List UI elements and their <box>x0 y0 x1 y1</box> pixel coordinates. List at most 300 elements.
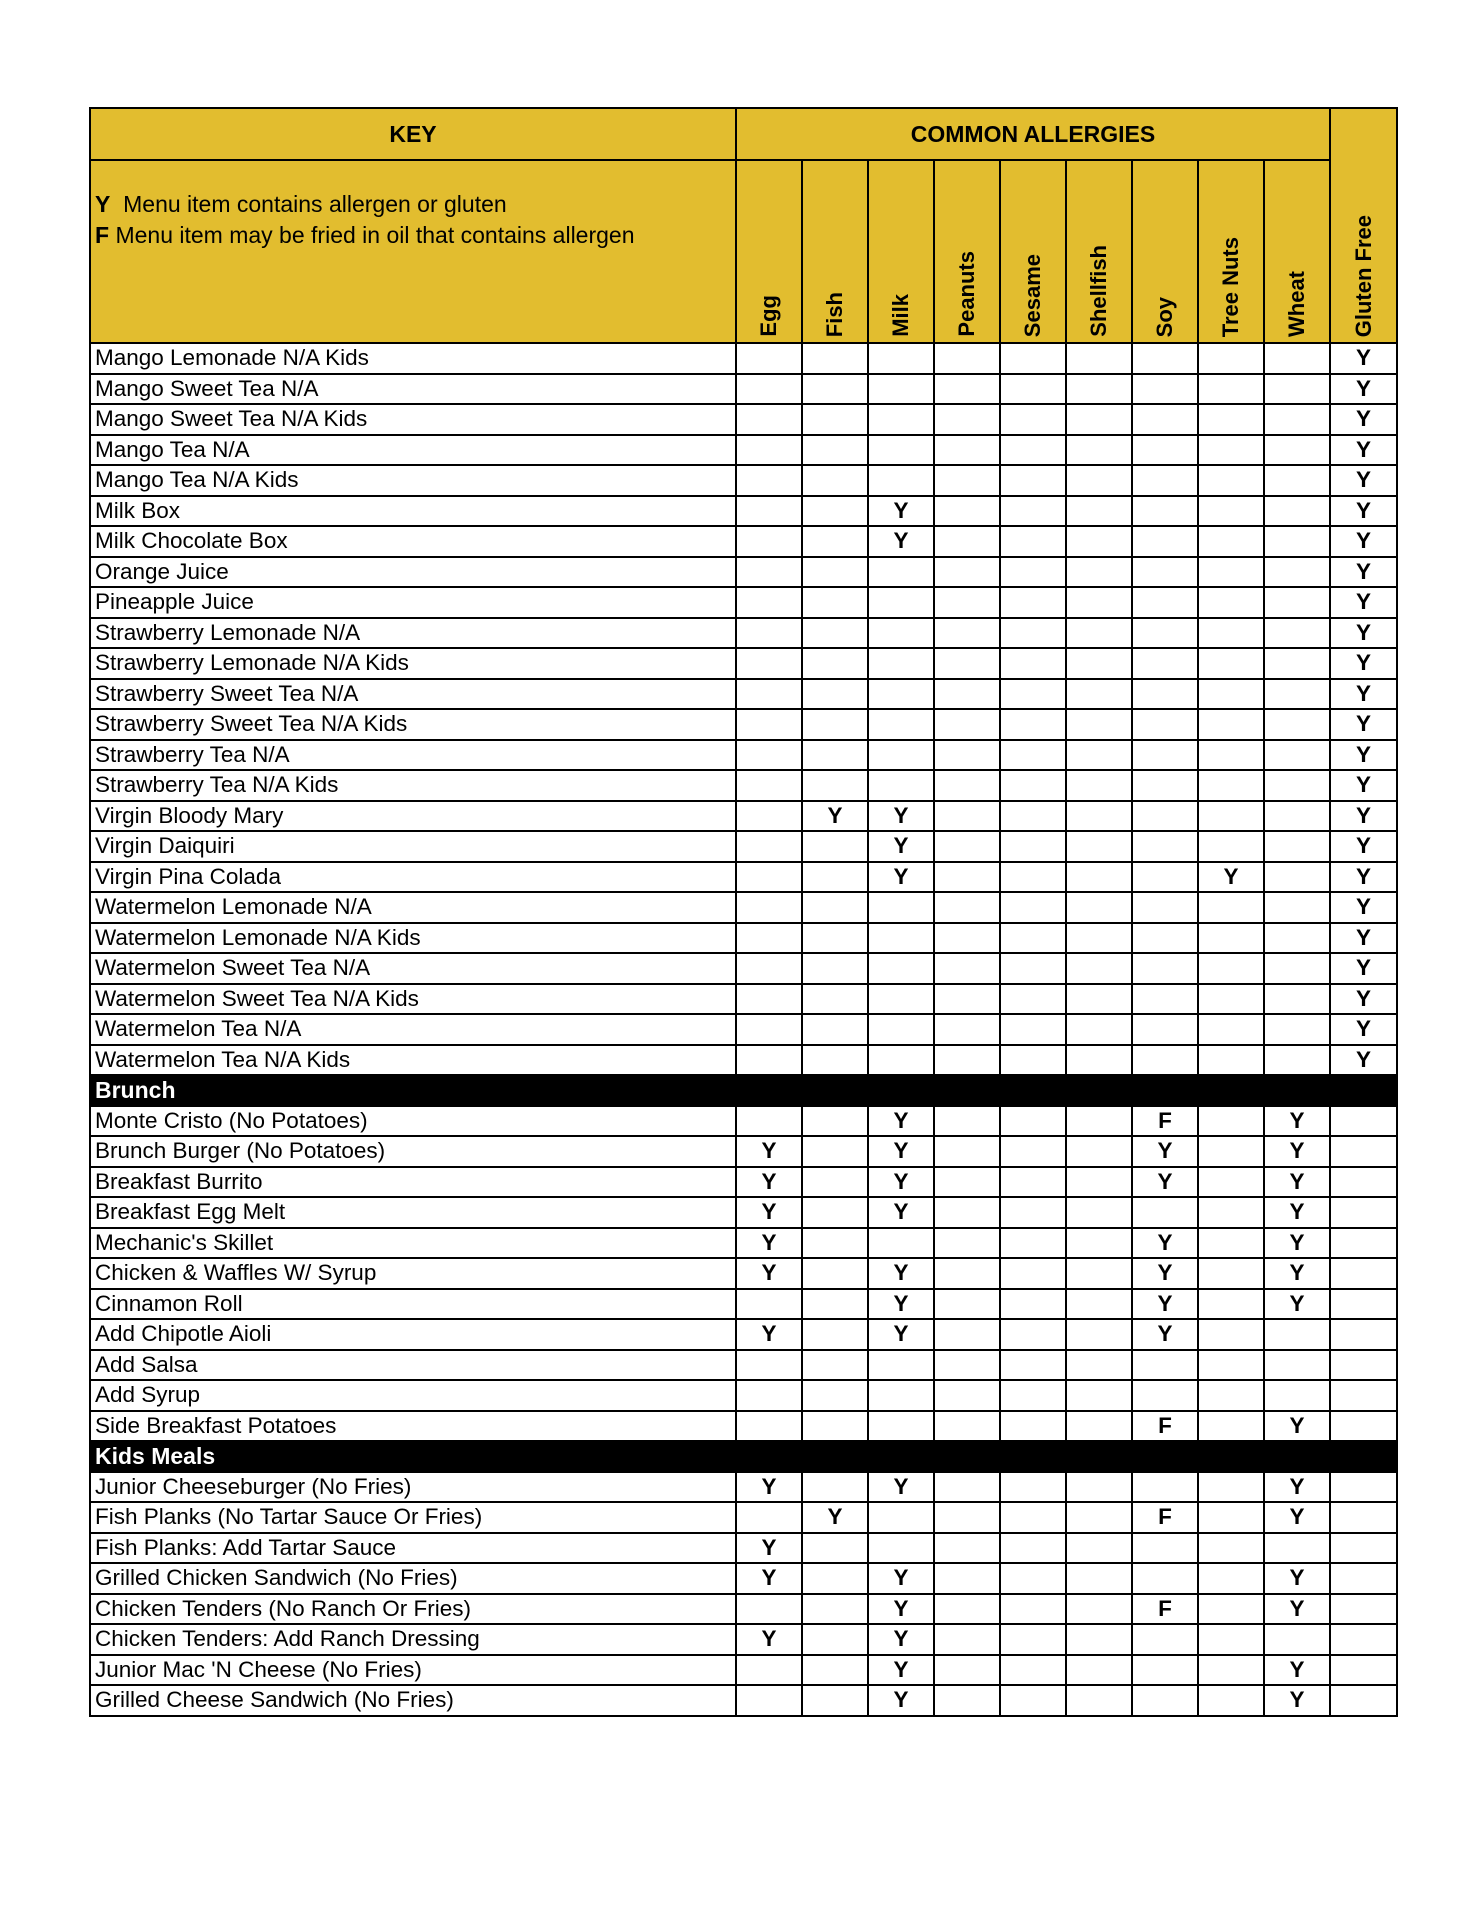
allergen-mark <box>1000 374 1066 405</box>
table-row <box>90 679 1397 710</box>
allergen-mark <box>1330 1594 1397 1625</box>
menu-item-name: Watermelon Tea N/A Kids <box>90 1045 736 1076</box>
table-row <box>90 1472 1397 1503</box>
allergen-mark <box>1264 1380 1330 1411</box>
allergen-mark: Y <box>1132 1136 1198 1167</box>
column-label: Wheat <box>1284 271 1309 337</box>
allergen-mark: Y <box>868 862 934 893</box>
allergen-mark: Y <box>1264 1106 1330 1137</box>
table-row <box>90 1319 1397 1350</box>
allergen-mark <box>868 648 934 679</box>
allergen-mark <box>1264 343 1330 374</box>
allergen-mark <box>1132 618 1198 649</box>
allergen-mark: Y <box>1264 1563 1330 1594</box>
allergen-mark <box>1198 770 1264 801</box>
allergen-mark: Y <box>1330 343 1397 374</box>
allergen-mark <box>1066 1624 1132 1655</box>
allergen-mark <box>1198 923 1264 954</box>
allergen-mark <box>1132 801 1198 832</box>
allergen-mark <box>736 923 802 954</box>
allergen-mark <box>1198 1624 1264 1655</box>
allergen-mark <box>1132 496 1198 527</box>
allergen-mark <box>934 679 1000 710</box>
table-row <box>90 343 1397 374</box>
allergen-mark <box>1330 1411 1397 1442</box>
allergen-mark <box>1066 801 1132 832</box>
allergen-mark: F <box>1132 1502 1198 1533</box>
allergen-mark <box>1198 1655 1264 1686</box>
allergen-mark <box>802 1411 868 1442</box>
allergen-mark: Y <box>1330 648 1397 679</box>
allergen-mark <box>802 557 868 588</box>
allergen-mark <box>802 984 868 1015</box>
allergen-mark <box>868 343 934 374</box>
menu-item-name: Breakfast Egg Melt <box>90 1197 736 1228</box>
column-label: Sesame <box>1020 253 1045 337</box>
table-row <box>90 1228 1397 1259</box>
allergen-mark: F <box>1132 1411 1198 1442</box>
allergen-mark: Y <box>1330 770 1397 801</box>
allergen-mark <box>1198 801 1264 832</box>
allergen-mark <box>1264 1533 1330 1564</box>
menu-item-name: Watermelon Lemonade N/A Kids <box>90 923 736 954</box>
allergen-mark <box>1066 526 1132 557</box>
allergen-mark <box>736 770 802 801</box>
allergen-mark <box>1132 587 1198 618</box>
allergen-mark <box>1066 404 1132 435</box>
allergen-mark <box>1000 1624 1066 1655</box>
menu-item-name: Monte Cristo (No Potatoes) <box>90 1106 736 1137</box>
allergen-mark: Y <box>1264 1136 1330 1167</box>
allergen-mark <box>736 465 802 496</box>
allergen-mark <box>802 1167 868 1198</box>
allergen-mark <box>1330 1563 1397 1594</box>
allergen-mark <box>736 526 802 557</box>
menu-item-name: Watermelon Lemonade N/A <box>90 892 736 923</box>
allergen-mark <box>934 984 1000 1015</box>
allergen-mark <box>1066 648 1132 679</box>
allergen-mark <box>802 1472 868 1503</box>
allergen-mark <box>934 618 1000 649</box>
allergen-mark: Y <box>868 1594 934 1625</box>
section-header <box>90 1441 1397 1472</box>
allergen-mark <box>802 404 868 435</box>
table-row <box>90 496 1397 527</box>
menu-item-name: Chicken Tenders: Add Ranch Dressing <box>90 1624 736 1655</box>
allergen-mark <box>1198 618 1264 649</box>
allergen-mark <box>736 618 802 649</box>
allergen-mark <box>802 770 868 801</box>
allergen-mark: Y <box>868 1685 934 1716</box>
table-row <box>90 1624 1397 1655</box>
allergen-mark <box>802 1289 868 1320</box>
table-row <box>90 1685 1397 1716</box>
allergen-mark <box>736 892 802 923</box>
allergen-mark: Y <box>1264 1197 1330 1228</box>
menu-item-name: Junior Mac 'N Cheese (No Fries) <box>90 1655 736 1686</box>
allergen-mark <box>802 1563 868 1594</box>
column-header-milk <box>868 160 934 343</box>
allergen-mark <box>1132 1014 1198 1045</box>
allergen-mark <box>1066 1319 1132 1350</box>
allergen-mark: Y <box>1330 1045 1397 1076</box>
menu-item-name: Virgin Pina Colada <box>90 862 736 893</box>
table-row <box>90 587 1397 618</box>
allergen-mark <box>1066 374 1132 405</box>
column-header-egg <box>736 160 802 343</box>
allergen-mark <box>934 1350 1000 1381</box>
allergen-mark <box>1066 1655 1132 1686</box>
allergen-mark: Y <box>868 1655 934 1686</box>
allergen-mark <box>1198 1106 1264 1137</box>
allergen-mark <box>934 801 1000 832</box>
allergen-mark <box>1132 1533 1198 1564</box>
allergen-mark <box>1264 1624 1330 1655</box>
allergen-mark <box>1198 1685 1264 1716</box>
allergen-mark <box>736 1655 802 1686</box>
allergen-mark: Y <box>736 1167 802 1198</box>
column-header-sesame <box>1000 160 1066 343</box>
menu-item-name: Fish Planks: Add Tartar Sauce <box>90 1533 736 1564</box>
allergen-mark <box>1066 1136 1132 1167</box>
allergen-mark <box>934 1136 1000 1167</box>
allergen-mark <box>934 1228 1000 1259</box>
allergen-mark <box>934 1289 1000 1320</box>
allergen-mark <box>934 1045 1000 1076</box>
allergen-mark <box>1198 1502 1264 1533</box>
allergen-mark <box>736 740 802 771</box>
allergen-mark <box>802 953 868 984</box>
allergen-mark <box>1330 1380 1397 1411</box>
allergen-mark <box>1132 1563 1198 1594</box>
allergen-mark <box>1198 1533 1264 1564</box>
allergen-mark <box>1066 679 1132 710</box>
allergen-mark <box>1000 1289 1066 1320</box>
allergen-mark <box>868 1350 934 1381</box>
allergen-mark: Y <box>868 1289 934 1320</box>
allergen-mark: Y <box>868 526 934 557</box>
allergen-mark <box>1330 1197 1397 1228</box>
allergen-mark <box>802 1014 868 1045</box>
allergen-mark: Y <box>736 1197 802 1228</box>
legend-f-symbol: F <box>95 222 110 248</box>
allergen-mark <box>1198 1289 1264 1320</box>
allergen-mark <box>1066 1350 1132 1381</box>
allergen-mark <box>1198 1014 1264 1045</box>
allergen-mark <box>1198 1472 1264 1503</box>
allergen-mark: Y <box>1264 1655 1330 1686</box>
allergen-mark <box>1264 587 1330 618</box>
allergen-mark <box>1000 770 1066 801</box>
table-row <box>90 374 1397 405</box>
allergen-mark: Y <box>1330 831 1397 862</box>
allergen-mark: Y <box>1264 1411 1330 1442</box>
allergen-mark <box>934 1502 1000 1533</box>
allergen-mark: Y <box>1330 618 1397 649</box>
allergen-mark <box>1000 1167 1066 1198</box>
column-header-peanuts <box>934 160 1000 343</box>
allergen-mark: Y <box>1132 1167 1198 1198</box>
allergen-mark <box>1198 1319 1264 1350</box>
allergen-mark <box>1198 831 1264 862</box>
allergen-mark: Y <box>736 1533 802 1564</box>
allergen-mark <box>1066 587 1132 618</box>
allergen-mark <box>1132 740 1198 771</box>
allergen-mark <box>934 1167 1000 1198</box>
allergen-mark <box>1000 1380 1066 1411</box>
allergen-mark <box>802 374 868 405</box>
allergen-mark: Y <box>1330 374 1397 405</box>
allergen-mark <box>868 953 934 984</box>
allergen-mark <box>1264 557 1330 588</box>
allergen-mark: Y <box>1330 740 1397 771</box>
allergen-mark <box>802 709 868 740</box>
menu-item-name: Strawberry Tea N/A <box>90 740 736 771</box>
allergen-mark: Y <box>736 1228 802 1259</box>
menu-item-name: Pineapple Juice <box>90 587 736 618</box>
allergen-mark <box>1066 831 1132 862</box>
allergen-mark <box>1198 1594 1264 1625</box>
allergen-mark <box>1066 1228 1132 1259</box>
allergen-mark <box>868 374 934 405</box>
allergen-mark <box>1132 557 1198 588</box>
allergen-mark: Y <box>868 1106 934 1137</box>
allergen-mark <box>1000 465 1066 496</box>
allergen-mark <box>1000 1106 1066 1137</box>
allergen-mark <box>934 862 1000 893</box>
allergen-mark <box>934 1563 1000 1594</box>
allergen-mark <box>934 404 1000 435</box>
allergen-mark <box>1066 1533 1132 1564</box>
allergen-mark: Y <box>1330 465 1397 496</box>
allergen-mark <box>1264 709 1330 740</box>
allergen-mark <box>1132 465 1198 496</box>
allergen-mark <box>868 1380 934 1411</box>
menu-item-name: Breakfast Burrito <box>90 1167 736 1198</box>
allergen-mark: Y <box>868 1563 934 1594</box>
allergen-mark <box>1066 1014 1132 1045</box>
allergen-mark <box>1264 1045 1330 1076</box>
allergen-mark <box>1264 618 1330 649</box>
allergen-mark <box>736 1106 802 1137</box>
gluten-free-header <box>1330 108 1397 343</box>
allergen-mark <box>736 1380 802 1411</box>
allergen-mark <box>1000 587 1066 618</box>
allergen-mark <box>736 557 802 588</box>
allergen-mark <box>1000 1563 1066 1594</box>
allergen-mark <box>1066 557 1132 588</box>
allergen-mark <box>868 679 934 710</box>
allergen-mark <box>1198 1228 1264 1259</box>
allergen-mark <box>868 740 934 771</box>
allergen-mark: Y <box>1264 1258 1330 1289</box>
table-row <box>90 801 1397 832</box>
allergen-mark <box>1066 892 1132 923</box>
table-row <box>90 1258 1397 1289</box>
allergen-mark: Y <box>802 1502 868 1533</box>
key-title: KEY <box>90 108 736 160</box>
allergen-mark <box>934 1197 1000 1228</box>
allergen-mark <box>1132 831 1198 862</box>
table-row <box>90 1045 1397 1076</box>
allergen-mark <box>1132 1655 1198 1686</box>
allergen-mark <box>1000 679 1066 710</box>
allergen-mark <box>1066 1502 1132 1533</box>
allergen-mark <box>1066 1258 1132 1289</box>
allergen-mark <box>1066 496 1132 527</box>
allergen-mark <box>802 496 868 527</box>
allergen-mark: Y <box>1132 1228 1198 1259</box>
allergen-mark <box>1198 587 1264 618</box>
allergen-mark: Y <box>1264 1472 1330 1503</box>
menu-item-name: Grilled Chicken Sandwich (No Fries) <box>90 1563 736 1594</box>
allergen-mark <box>1198 496 1264 527</box>
allergen-mark <box>802 618 868 649</box>
allergen-mark <box>1066 1411 1132 1442</box>
allergen-mark <box>1198 1045 1264 1076</box>
common-allergies-title: COMMON ALLERGIES <box>736 108 1330 160</box>
allergen-mark <box>934 831 1000 862</box>
allergen-mark <box>1330 1533 1397 1564</box>
allergen-mark <box>1066 923 1132 954</box>
allergen-mark <box>1000 923 1066 954</box>
allergen-mark <box>1330 1685 1397 1716</box>
allergen-mark <box>802 1045 868 1076</box>
allergen-mark <box>1264 1014 1330 1045</box>
allergen-mark <box>1264 465 1330 496</box>
allergen-mark <box>1132 1197 1198 1228</box>
table-row <box>90 709 1397 740</box>
allergen-mark <box>868 1502 934 1533</box>
column-label: Shellfish <box>1086 245 1111 337</box>
allergen-mark <box>802 1380 868 1411</box>
menu-item-name: Chicken & Waffles W/ Syrup <box>90 1258 736 1289</box>
allergen-mark <box>1066 709 1132 740</box>
allergen-mark <box>802 1350 868 1381</box>
menu-item-name: Virgin Daiquiri <box>90 831 736 862</box>
allergen-mark <box>1000 709 1066 740</box>
allergen-mark <box>1132 1472 1198 1503</box>
allergen-mark: Y <box>1330 801 1397 832</box>
allergen-mark: F <box>1132 1594 1198 1625</box>
allergen-mark <box>802 435 868 466</box>
allergen-mark <box>802 892 868 923</box>
table-row <box>90 1594 1397 1625</box>
table-row <box>90 984 1397 1015</box>
table-row <box>90 1533 1397 1564</box>
allergen-mark <box>1066 1289 1132 1320</box>
allergen-mark: Y <box>868 1319 934 1350</box>
allergen-mark: Y <box>1264 1289 1330 1320</box>
allergen-mark: Y <box>868 496 934 527</box>
allergen-mark <box>802 1228 868 1259</box>
allergen-mark <box>736 831 802 862</box>
menu-item-name: Mango Sweet Tea N/A <box>90 374 736 405</box>
allergen-mark: Y <box>1264 1685 1330 1716</box>
allergen-mark <box>1000 343 1066 374</box>
allergen-mark: Y <box>1264 1167 1330 1198</box>
allergen-mark <box>1000 526 1066 557</box>
allergen-mark <box>1264 679 1330 710</box>
allergen-mark <box>1198 557 1264 588</box>
menu-item-name: Mango Tea N/A <box>90 435 736 466</box>
table-row <box>90 1411 1397 1442</box>
allergen-mark <box>934 526 1000 557</box>
allergen-mark: Y <box>868 801 934 832</box>
allergen-mark <box>1132 709 1198 740</box>
table-row <box>90 465 1397 496</box>
allergen-mark <box>1264 648 1330 679</box>
allergen-mark <box>1264 404 1330 435</box>
allergen-mark <box>736 648 802 679</box>
allergen-mark <box>736 1502 802 1533</box>
column-label: Fish <box>822 291 847 337</box>
allergen-mark <box>1066 1045 1132 1076</box>
allergen-mark <box>1132 435 1198 466</box>
allergen-mark <box>1132 404 1198 435</box>
allergen-mark <box>1066 1685 1132 1716</box>
allergen-mark <box>736 404 802 435</box>
allergen-mark <box>736 1045 802 1076</box>
table-row <box>90 618 1397 649</box>
allergen-mark <box>934 709 1000 740</box>
allergen-mark <box>736 801 802 832</box>
legend <box>90 160 736 343</box>
allergen-mark <box>1330 1350 1397 1381</box>
allergen-mark <box>1000 740 1066 771</box>
allergen-mark <box>1264 1319 1330 1350</box>
menu-item-name: Milk Chocolate Box <box>90 526 736 557</box>
allergen-mark: F <box>1132 1106 1198 1137</box>
legend-y-symbol: Y <box>95 191 111 217</box>
allergen-mark <box>1000 1594 1066 1625</box>
allergen-mark: Y <box>1330 404 1397 435</box>
allergen-mark <box>802 587 868 618</box>
allergen-mark <box>1066 953 1132 984</box>
allergen-chart <box>89 107 1398 1717</box>
allergen-mark: Y <box>1330 709 1397 740</box>
allergen-mark <box>1264 984 1330 1015</box>
column-label: Peanuts <box>954 251 979 337</box>
menu-item-name: Watermelon Sweet Tea N/A Kids <box>90 984 736 1015</box>
menu-item-name: Mango Tea N/A Kids <box>90 465 736 496</box>
allergen-mark <box>802 1106 868 1137</box>
menu-item-name: Watermelon Tea N/A <box>90 1014 736 1045</box>
allergen-mark <box>802 1533 868 1564</box>
allergen-mark <box>868 1228 934 1259</box>
allergen-mark <box>736 679 802 710</box>
column-label: Egg <box>756 295 781 337</box>
allergen-mark <box>1330 1319 1397 1350</box>
allergen-mark: Y <box>868 831 934 862</box>
allergen-mark <box>802 1655 868 1686</box>
allergen-mark <box>1198 984 1264 1015</box>
allergen-mark <box>868 709 934 740</box>
table-row <box>90 435 1397 466</box>
allergen-mark: Y <box>1330 923 1397 954</box>
allergen-mark: Y <box>868 1624 934 1655</box>
allergen-mark <box>1132 1045 1198 1076</box>
allergen-mark <box>1132 953 1198 984</box>
allergen-mark <box>868 892 934 923</box>
table-row <box>90 1655 1397 1686</box>
menu-item-name: Chicken Tenders (No Ranch Or Fries) <box>90 1594 736 1625</box>
allergen-mark <box>1000 404 1066 435</box>
allergen-mark: Y <box>1264 1228 1330 1259</box>
allergen-mark <box>1000 618 1066 649</box>
allergen-mark <box>1066 1472 1132 1503</box>
allergen-mark <box>1000 1685 1066 1716</box>
